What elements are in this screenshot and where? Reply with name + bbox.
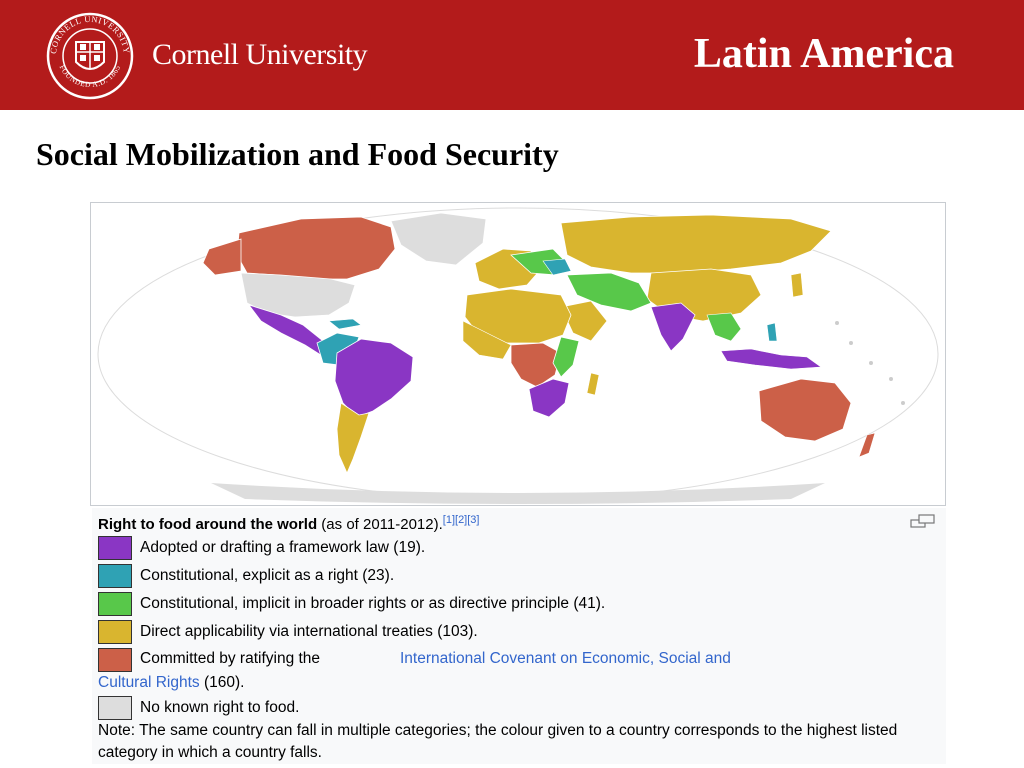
seal-top-text: CORNELL UNIVERSITY [47,13,133,55]
legend-item-committed-icescr [98,648,938,694]
swatch-green [98,592,132,616]
legend-title-bold: Right to food around the world [98,516,318,533]
legend-item-text-after: (160). [199,674,245,691]
swatch-yellow [98,620,132,644]
icescr-link-line2[interactable]: Cultural Rights (160). [98,674,245,691]
banner-title: Latin America [693,31,954,77]
map-legend [92,508,946,764]
legend-note: Note: The same country can fall in multiple categories; the colour given to a country corresponds to the highest listed category in which a country falls. [98,722,898,761]
header-banner [0,0,1024,110]
swatch-teal [98,564,132,588]
brand-name: Cornell University [152,38,368,71]
cornell-seal-logo [44,12,136,100]
legend-item-text: Constitutional, implicit in broader rights or as directive principle (41). [140,595,606,612]
legend-item-text: No known right to food. [140,699,300,716]
legend-title [98,514,479,533]
legend-citations[interactable]: [1][2][3] [442,514,480,526]
region-japan [791,273,803,297]
legend-item-text: Adopted or drafting a framework law (19). [140,539,426,556]
slide-heading: Social Mobilization and Food Security [36,136,559,172]
enlarge-icon[interactable] [910,514,936,528]
swatch-grey [98,696,132,720]
legend-item-text: Constitutional, explicit as a right (23). [140,567,395,584]
legend-title-rest: (as of 2011-2012). [317,516,443,533]
swatch-red [98,648,132,672]
world-map [90,202,946,506]
region-canada [237,217,395,279]
swatch-purple [98,536,132,560]
icescr-link-line1[interactable]: International Covenant on Economic, Social and [400,650,731,667]
region-philippines [767,323,777,341]
legend-item-text-before: Committed by ratifying the [140,650,321,667]
seal-bottom-text: FOUNDED A.D. 1865 [57,63,123,90]
legend-item-text: Direct applicability via international treaties (103). [140,623,478,640]
